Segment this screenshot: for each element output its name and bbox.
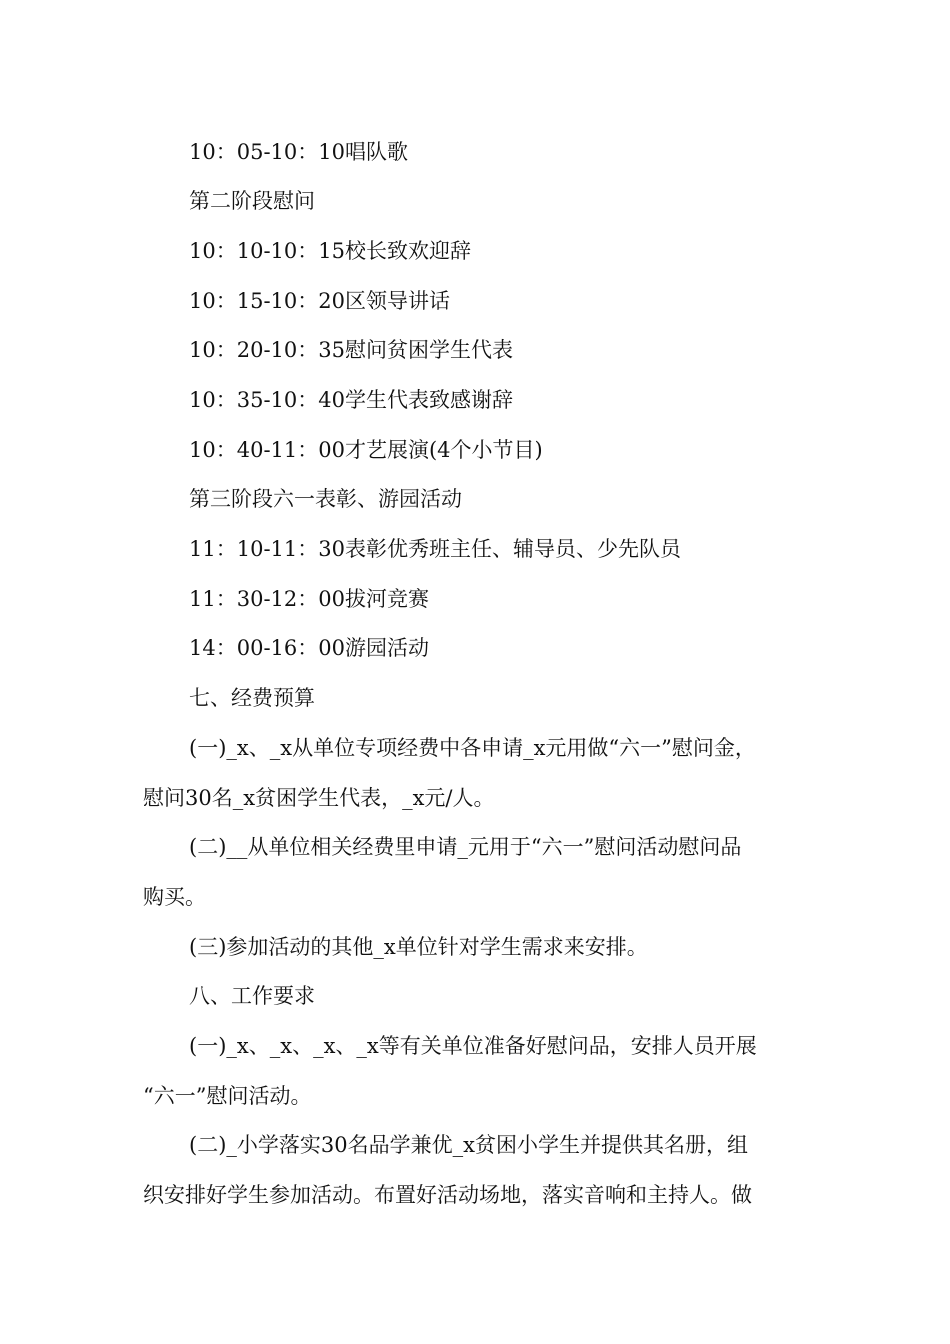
requirement-item-1-line-1: (一)_x、_x、_x、_x等有关单位准备好慰问品，安排人员开展 bbox=[189, 1034, 757, 1058]
budget-item-2-line-2: 购买。 bbox=[143, 885, 206, 909]
budget-item-2-line-1: (二)__从单位相关经费里申请_元用于“六一”慰问活动慰问品 bbox=[189, 835, 742, 859]
requirement-item-2-line-1: (二)_小学落实30名品学兼优_x贫困小学生并提供其名册，组 bbox=[189, 1133, 748, 1157]
section-heading-stage-three: 第三阶段六一表彰、游园活动 bbox=[189, 487, 462, 511]
section-heading-budget: 七、经费预算 bbox=[189, 686, 315, 710]
budget-item-3: (三)参加活动的其他_x单位针对学生需求来安排。 bbox=[189, 935, 648, 959]
schedule-line-garden-party: 14：00-16：00游园活动 bbox=[189, 636, 429, 660]
section-heading-stage-two: 第二阶段慰问 bbox=[189, 189, 315, 213]
section-heading-requirements: 八、工作要求 bbox=[189, 984, 315, 1008]
schedule-line-team-song: 10：05-10：10唱队歌 bbox=[189, 140, 408, 164]
schedule-line-condolence: 10：20-10：35慰问贫困学生代表 bbox=[189, 338, 513, 362]
budget-item-1-line-2: 慰问30名_x贫困学生代表，_x元/人。 bbox=[143, 786, 495, 810]
schedule-line-tug-of-war: 11：30-12：00拔河竞赛 bbox=[189, 587, 429, 611]
schedule-line-leader-speech: 10：15-10：20区领导讲话 bbox=[189, 289, 450, 313]
schedule-line-welcome-speech: 10：10-10：15校长致欢迎辞 bbox=[189, 239, 471, 263]
requirement-item-2-line-2: 织安排好学生参加活动。布置好活动场地，落实音响和主持人。做 bbox=[143, 1183, 752, 1207]
requirement-item-1-line-2: “六一”慰问活动。 bbox=[143, 1084, 312, 1108]
schedule-line-performance: 10：40-11：00才艺展演(4个小节目) bbox=[189, 438, 543, 462]
schedule-line-thanks-speech: 10：35-10：40学生代表致感谢辞 bbox=[189, 388, 513, 412]
budget-item-1-line-1: (一)_x、_x从单位专项经费中各申请_x元用做“六一”慰问金， bbox=[189, 736, 756, 760]
schedule-line-commendation: 11：10-11：30表彰优秀班主任、辅导员、少先队员 bbox=[189, 537, 681, 561]
